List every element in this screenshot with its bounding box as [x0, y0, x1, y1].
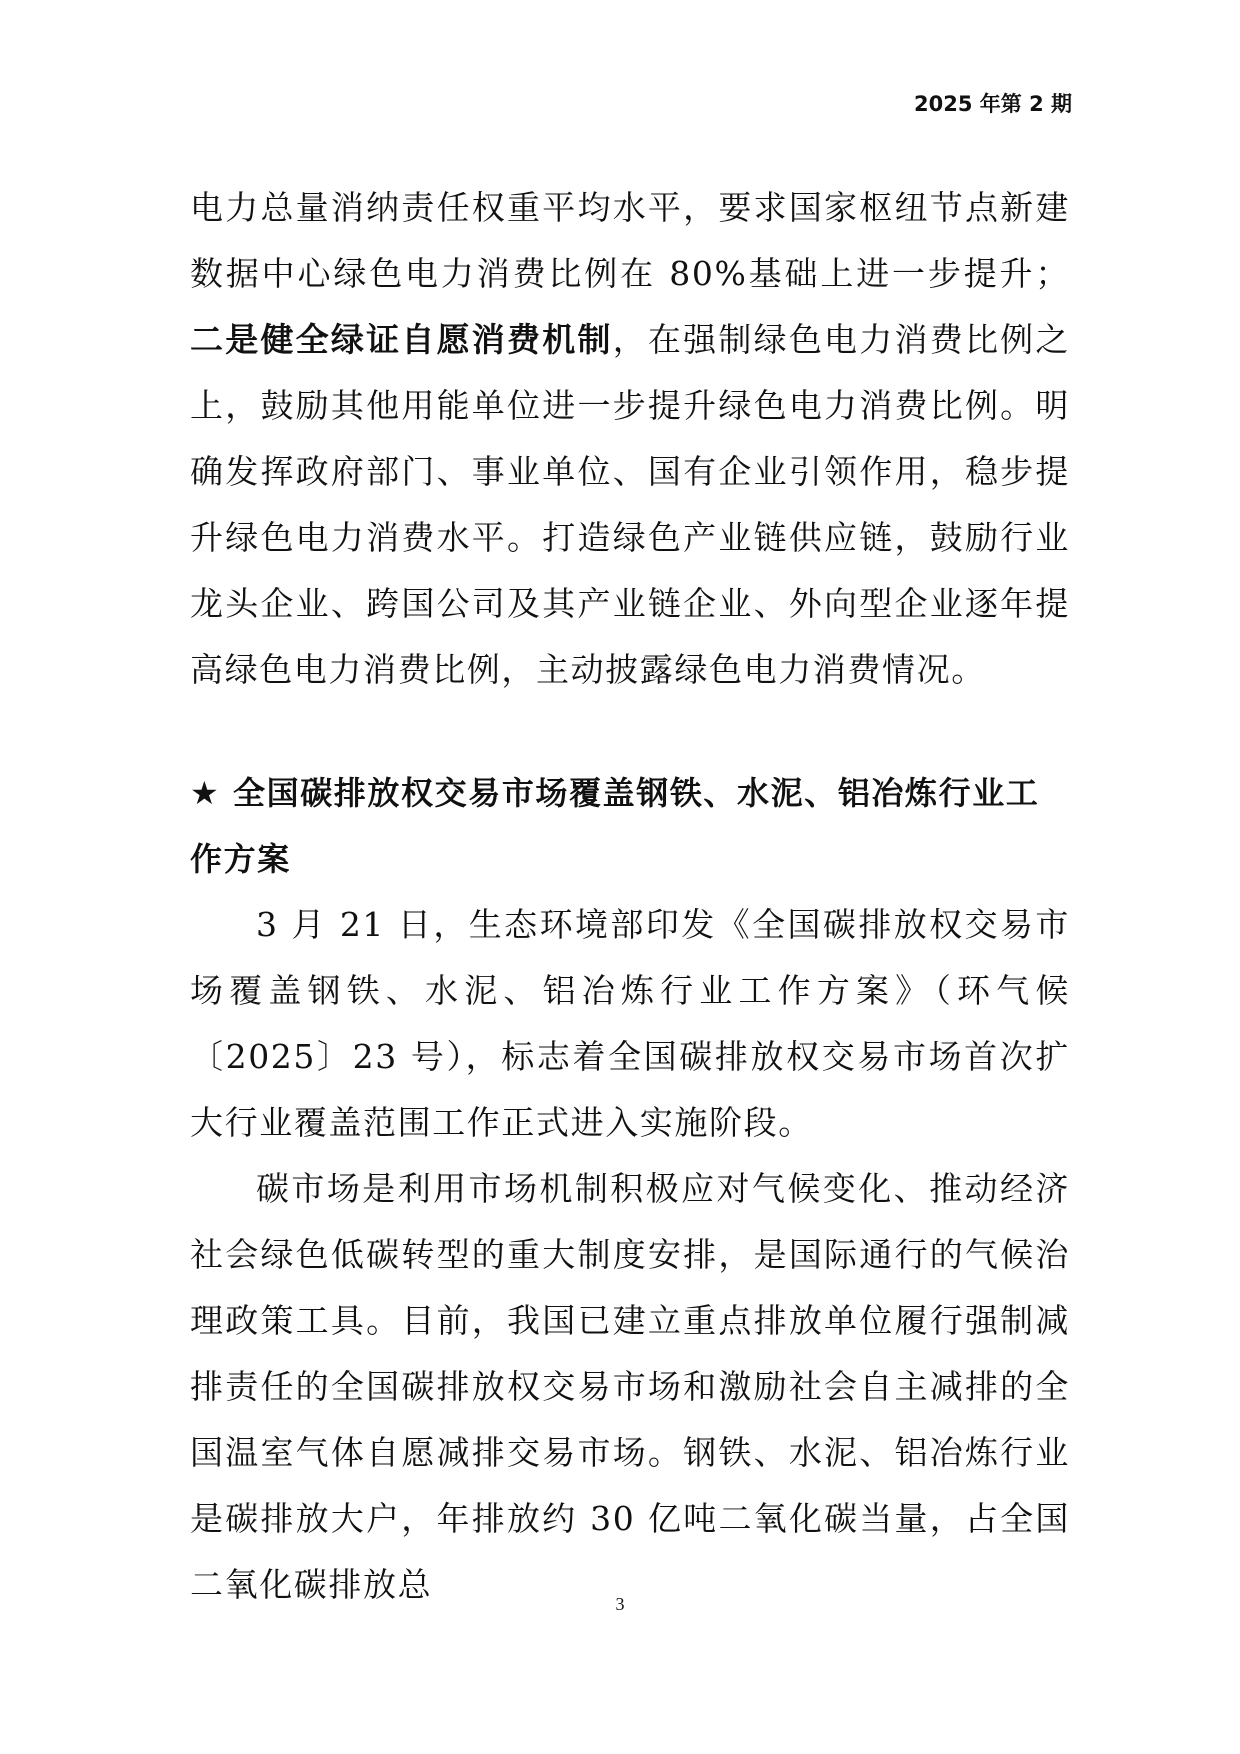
section-heading: ★ 全国碳排放权交易市场覆盖钢铁、水泥、铝冶炼行业工作方案 — [190, 774, 1040, 878]
paragraph-announcement: 3 月 21 日，生态环境部印发《全国碳排放权交易市场覆盖钢铁、水泥、铝冶炼行业工作方案》（环气候〔2025〕23 号），标志着全国碳排放权交易市场首次扩大行业覆盖范围工作正式进入实施阶段。 — [190, 905, 1070, 1142]
section-body — [190, 892, 1070, 1618]
paragraph-carbon-market: 碳市场是利用市场机制积极应对气候变化、推动经济社会绿色低碳转型的重大制度安排，是国际通行的气候治理政策工具。目前，我国已建立重点排放单位履行强制减排责任的全国碳排放权交易市场和激励社会自主减排的全国温室气体自愿减排交易市场。钢铁、水泥、铝冶炼行业是碳排放大户，年排放约 30 亿吨二氧化碳当量，占全国二氧化碳排放总 — [190, 1169, 1070, 1604]
paragraph-green-power — [190, 175, 1070, 703]
issue-label: 2025 年第 2 期 — [914, 92, 1072, 116]
paragraph-text-a: 电力总量消纳责任权重平均水平，要求国家枢纽节点新建数据中心绿色电力消费比例在 80%基础上进一步提升； — [190, 188, 1070, 293]
bold-emphasis: 二是健全绿证自愿消费机制 — [190, 320, 613, 359]
page-number: 3 — [615, 1594, 625, 1614]
continued-paragraph — [190, 175, 1070, 703]
paragraph-text-b: ，在强制绿色电力消费比例之上，鼓励其他用能单位进一步提升绿色电力消费比例。明确发挥政府部门、事业单位、国有企业引领作用，稳步提升绿色电力消费水平。打造绿色产业链供应链，鼓励行业龙头企业、跨国公司及其产业链企业、外向型企业逐年提高绿色电力消费比例，主动披露绿色电力消费情况。 — [190, 320, 1070, 689]
